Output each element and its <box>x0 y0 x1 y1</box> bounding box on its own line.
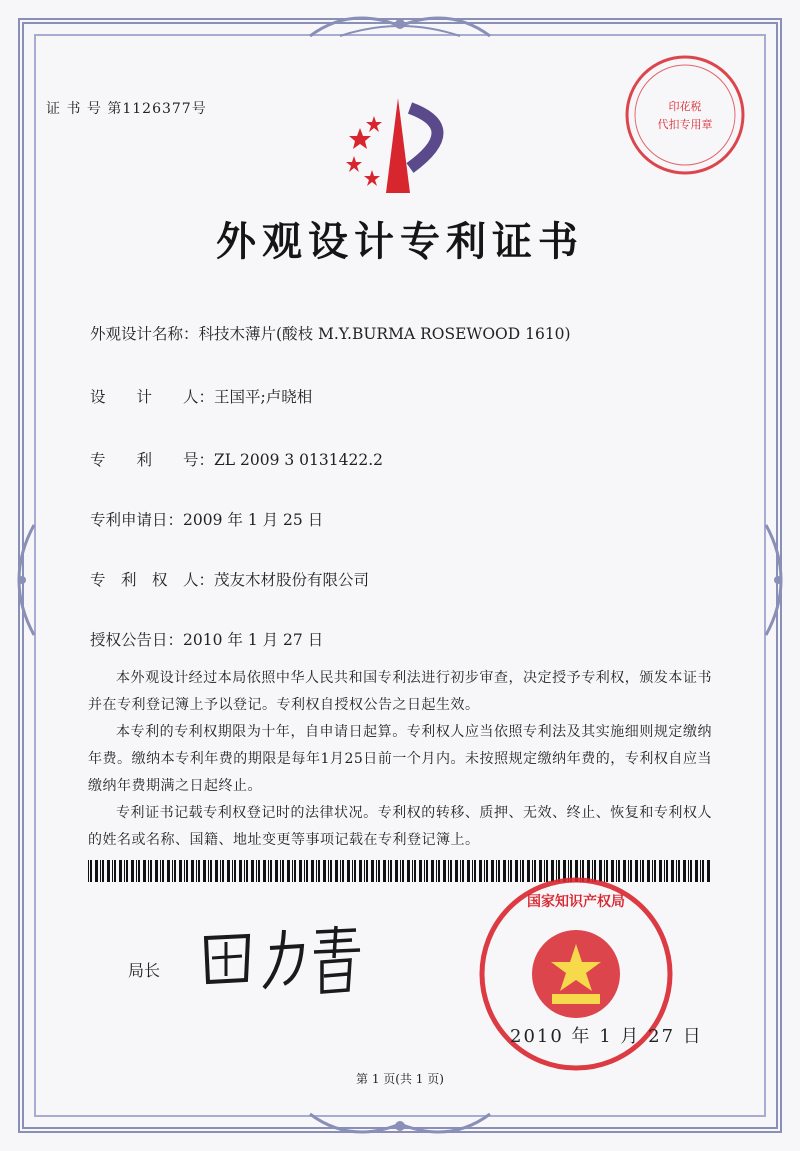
field-grant-date: 授权公告日：2010 年 1 月 27 日 <box>90 628 323 650</box>
field-label: 授权公告日 <box>90 631 168 649</box>
field-designer: 设 计 人：王国平;卢晓相 <box>90 385 312 407</box>
paragraph-grant: 本外观设计经过本局依照中华人民共和国专利法进行初步审查，决定授予专利权，颁发本证书并在专利登记簿上予以登记。专利权自授权公告之日起生效。 <box>88 670 712 713</box>
issue-date: 2010 年 1 月 27 日 <box>510 1026 703 1047</box>
right-ornament <box>756 520 796 640</box>
svg-text:代扣专用章: 代扣专用章 <box>657 118 713 131</box>
top-ornament <box>300 6 500 46</box>
field-value: 2010 年 1 月 27 日 <box>183 631 324 649</box>
field-label: 专利申请日 <box>90 511 168 529</box>
field-patent-number: 专 利 号：ZL 2009 3 0131422.2 <box>90 448 383 470</box>
tax-stamp-seal <box>620 50 750 180</box>
patent-office-emblem <box>340 98 470 198</box>
field-value: 2009 年 1 月 25 日 <box>183 511 324 529</box>
svg-text:印花税: 印花税 <box>668 100 702 113</box>
field-label: 专 利 号 <box>90 451 199 469</box>
bottom-ornament <box>300 1104 500 1144</box>
field-value: 王国平;卢晓相 <box>214 388 313 406</box>
field-value: 茂友木材股份有限公司 <box>214 571 370 589</box>
paragraph-legal-status: 专利证书记载专利权登记时的法律状况。专利权的转移、质押、无效、终止、恢复和专利权人的姓名或名称、国籍、地址变更等事项记载在专利登记簿上。 <box>88 805 712 848</box>
certificate-number: 证 书 号 第1126377号 <box>46 101 207 117</box>
director-signature <box>198 918 368 998</box>
field-design-name: 外观设计名称：科技木薄片(酸枝 M.Y.BURMA ROSEWOOD 1610) <box>90 322 571 344</box>
field-patentee: 专 利 权 人：茂友木材股份有限公司 <box>90 568 369 590</box>
document-title: 外观设计专利证书 <box>216 218 584 265</box>
seal-text: 国家知识产权局 <box>527 894 625 910</box>
page-number: 第 1 页(共 1 页) <box>356 1072 444 1086</box>
field-application-date: 专利申请日：2009 年 1 月 25 日 <box>90 508 323 530</box>
field-value: 科技木薄片(酸枝 M.Y.BURMA ROSEWOOD 1610) <box>198 325 571 343</box>
left-ornament <box>4 520 44 640</box>
director-label: 局长 <box>128 961 161 980</box>
field-label: 设 计 人 <box>90 388 199 406</box>
field-value: ZL 2009 3 0131422.2 <box>214 451 384 469</box>
paragraph-term: 本专利的专利权期限为十年，自申请日起算。专利权人应当依照专利法及其实施细则规定缴纳年费。缴纳本专利年费的期限是每年1月25日前一个月内。未按照规定缴纳年费的，专利权自应当缴纳年费期满之日起终止。 <box>88 724 712 794</box>
field-label: 专 利 权 人 <box>90 571 199 589</box>
field-label: 外观设计名称 <box>90 325 184 343</box>
